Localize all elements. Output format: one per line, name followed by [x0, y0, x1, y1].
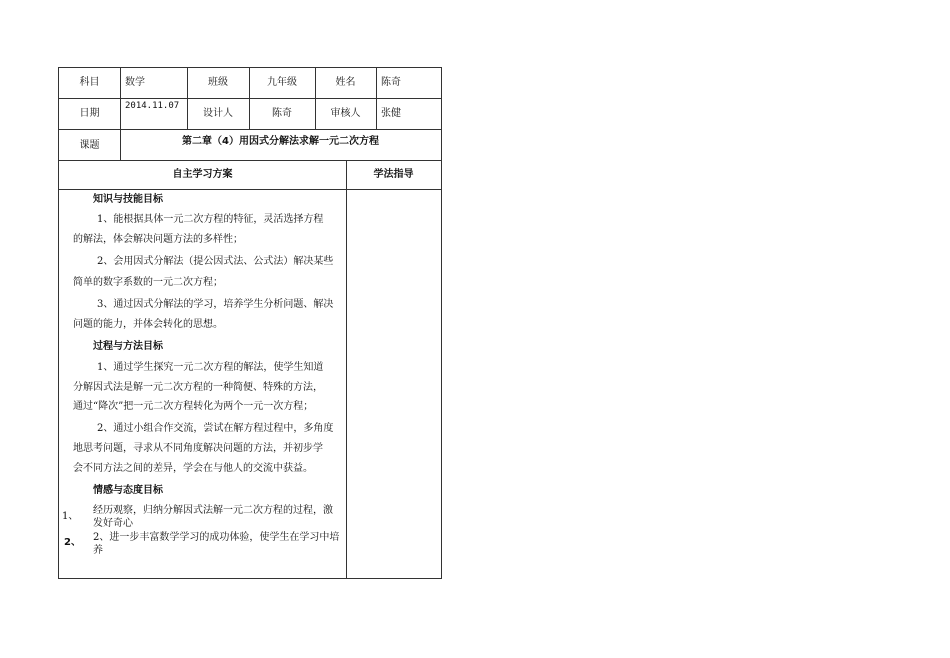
date-value: 2014.11.07 [125, 101, 180, 111]
e2-line1: 2、进一步丰富数学学习的成功体验，使学生在学习中培 [93, 532, 340, 543]
class-label: 班级 [208, 77, 228, 88]
e2-line2: 养 [93, 545, 103, 556]
k1-line2: 的解法，体会解决问题方法的多样性； [73, 234, 243, 245]
topic-title: 第二章（4）用因式分解法求解一元二次方程 [182, 136, 379, 147]
p2-line3: 会不同方法之间的差异，学会在与他人的交流中获益。 [73, 463, 313, 474]
e1-marker: 1、 [62, 511, 79, 522]
emotion-heading: 情感与态度目标 [93, 485, 163, 496]
reviewer-value: 张健 [381, 108, 401, 119]
k2-line2: 简单的数字系数的一元二次方程； [73, 277, 223, 288]
knowledge-heading: 知识与技能目标 [93, 194, 163, 205]
col-divider [376, 68, 377, 129]
topic-label: 课题 [79, 140, 100, 151]
plan-column-header: 自主学习方案 [172, 169, 233, 180]
name-label: 姓名 [335, 77, 356, 88]
e2-marker: 2、 [64, 537, 81, 548]
e1-line1: 经历观察，归纳分解因式法解一元二次方程的过程，激 [93, 505, 333, 516]
row-divider [59, 160, 441, 161]
row-divider [59, 129, 441, 130]
designer-label: 设计人 [203, 108, 233, 119]
p1-line1: 1、通过学生探究一元二次方程的解法，使学生知道 [97, 362, 324, 373]
date-label: 日期 [79, 108, 100, 119]
subject-label: 科目 [79, 77, 100, 88]
name-value: 陈奇 [381, 77, 401, 88]
designer-value: 陈奇 [272, 108, 292, 119]
e1-line2: 发好奇心 [93, 518, 133, 529]
k3-line1: 3、通过因式分解法的学习，培养学生分析问题、解决 [97, 299, 334, 310]
class-value: 九年级 [267, 77, 297, 88]
p1-line2: 分解因式法是解一元二次方程的一种简便、特殊的方法， [73, 382, 323, 393]
k3-line2: 问题的能力，并体会转化的思想。 [73, 319, 223, 330]
p2-line1: 2、通过小组合作交流，尝试在解方程过程中，多角度 [97, 423, 334, 434]
process-heading: 过程与方法目标 [93, 341, 163, 352]
subject-value: 数学 [125, 77, 145, 88]
p1-line3: 通过“降次”把一元二次方程转化为两个一元一次方程； [73, 401, 314, 412]
guide-column-header: 学法指导 [373, 169, 414, 180]
lesson-plan-table [58, 67, 442, 579]
k1-line1: 1、能根据具体一元二次方程的特征，灵活选择方程 [97, 214, 324, 225]
reviewer-label: 审核人 [330, 108, 361, 119]
k2-line1: 2、会用因式分解法（提公因式法、公式法）解决某些 [97, 256, 334, 267]
col-divider [346, 160, 347, 579]
row-divider [59, 98, 441, 99]
row-divider [59, 189, 441, 190]
p2-line2: 地思考问题，寻求从不同角度解决问题的方法，并初步学 [73, 443, 323, 454]
